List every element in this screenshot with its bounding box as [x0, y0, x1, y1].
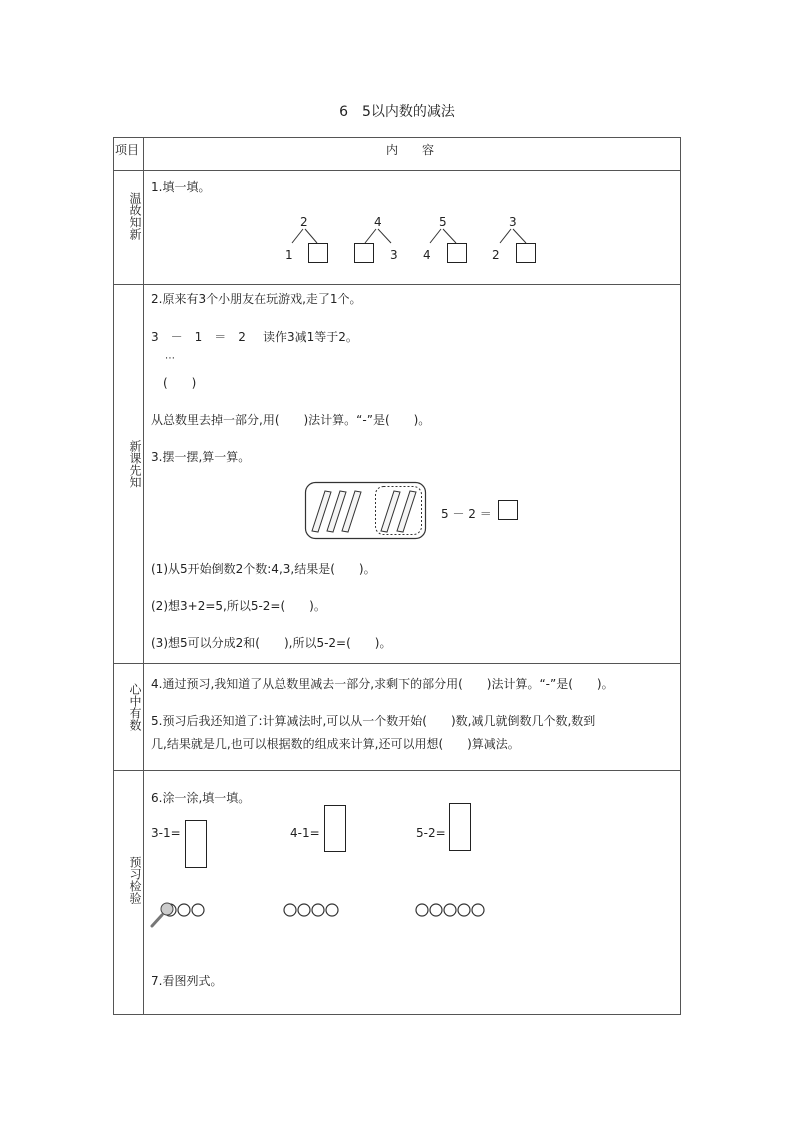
- tree3-left: 4: [423, 248, 431, 262]
- q4-text: 4.通过预习,我知道了从总数里减去一部分,求剩下的部分用( )法计算。“-”是( )。: [151, 677, 614, 691]
- page-title: 6 5以内数的减法: [339, 104, 455, 120]
- header-content: 内 容: [386, 143, 435, 157]
- tree1-top: 2: [300, 215, 308, 229]
- header-project: 项目: [115, 143, 140, 157]
- tree2-top: 4: [374, 215, 382, 229]
- q3-label: 3.摆一摆,算一算。: [151, 450, 251, 464]
- q3-equation: 5 － 2 ＝: [441, 507, 492, 521]
- q2-read: 读作3减1等于2。: [263, 330, 358, 344]
- tree3-top: 5: [439, 215, 447, 229]
- q6-label: 6.涂一涂,填一填。: [151, 791, 251, 805]
- q6-eq2: 4-1=: [290, 826, 320, 840]
- q3-part1: (1)从5开始倒数2个数:4,3,结果是( )。: [151, 562, 376, 576]
- section-label-3: 心中有数: [128, 683, 142, 731]
- section-label-1: 温故知新: [128, 192, 142, 240]
- q2-dots: ⋯: [165, 353, 175, 364]
- q5-line1: 5.预习后我还知道了:计算减法时,可以从一个数开始( )数,减几就倒数几个数,数到: [151, 714, 596, 728]
- q1-label: 1.填一填。: [151, 180, 211, 194]
- q3-part2: (2)想3+2=5,所以5-2=( )。: [151, 599, 326, 613]
- q2-equation: 3 － 1 ＝ 2: [151, 330, 246, 344]
- q6-eq1: 3-1=: [151, 826, 181, 840]
- q2-paren[interactable]: ( ): [163, 376, 197, 390]
- q2-label: 2.原来有3个小朋友在玩游戏,走了1个。: [151, 292, 362, 306]
- q5-line2: 几,结果就是几,也可以根据数的组成来计算,还可以用想( )算减法。: [151, 737, 520, 751]
- tree2-right: 3: [390, 248, 398, 262]
- section-label-2: 新课先知: [128, 440, 142, 488]
- q6-eq3: 5-2=: [416, 826, 446, 840]
- q2-rule: 从总数里去掉一部分,用( )法计算。“-”是( )。: [151, 413, 431, 427]
- tree4-top: 3: [509, 215, 517, 229]
- q3-part3: (3)想5可以分成2和( ),所以5-2=( )。: [151, 636, 392, 650]
- tree4-left: 2: [492, 248, 500, 262]
- q7-label: 7.看图列式。: [151, 974, 223, 988]
- tree1-left: 1: [285, 248, 293, 262]
- section-label-4: 预习检验: [128, 856, 142, 904]
